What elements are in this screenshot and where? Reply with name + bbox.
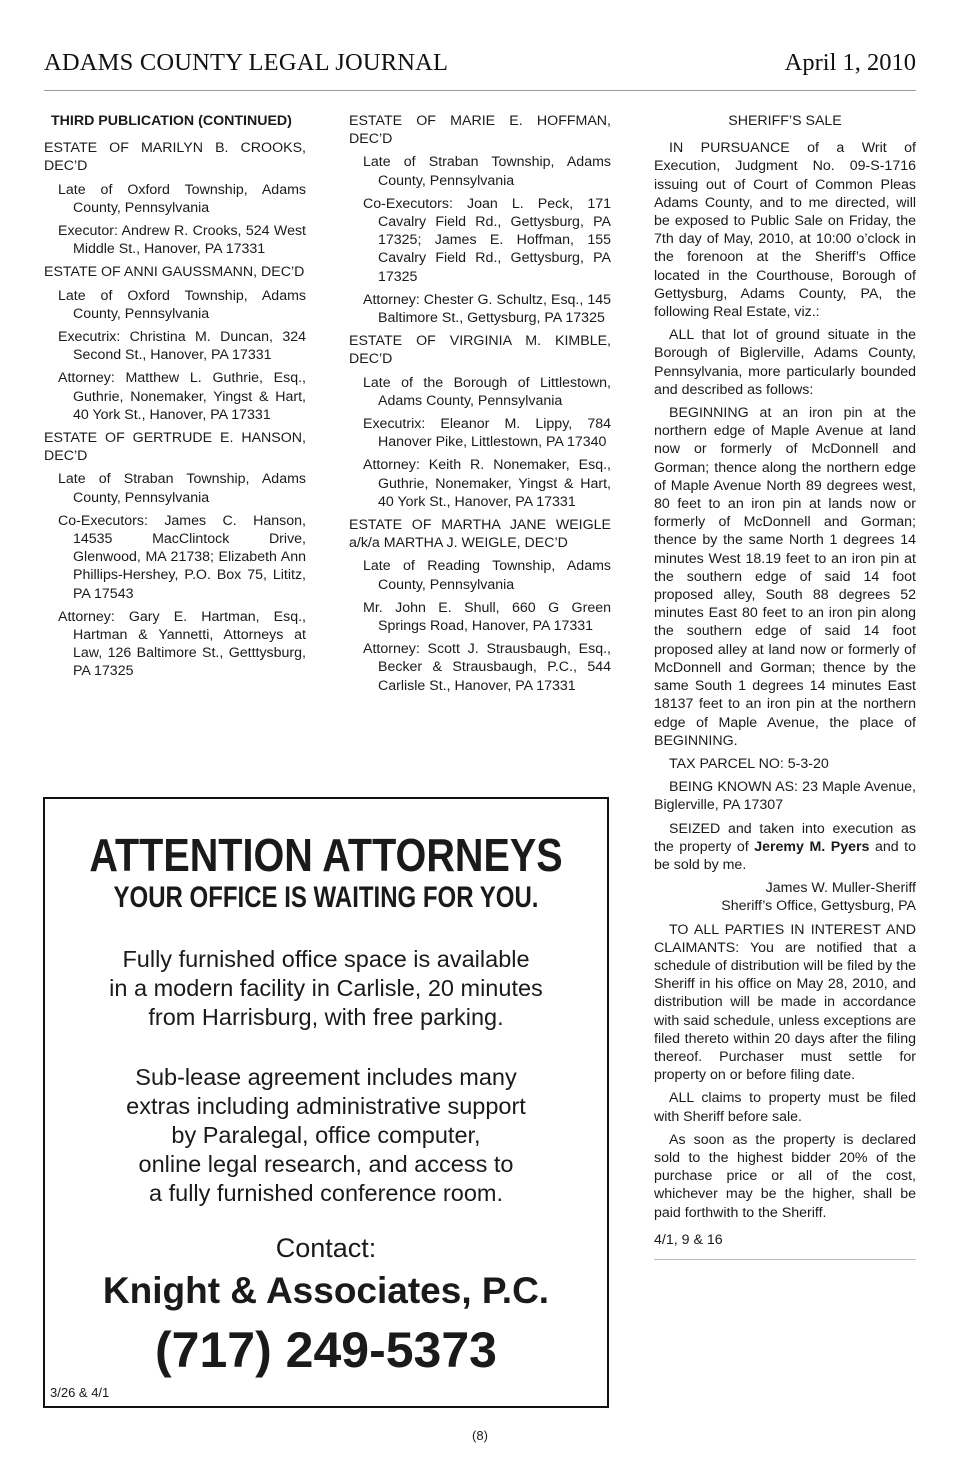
publication-dates: 4/1, 9 & 16 [654, 1231, 723, 1248]
column-estates-left [44, 112, 306, 681]
estate-title: ESTATE OF GERTRUDE E. HANSON, DEC’D [44, 430, 306, 465]
estate-executor: Co-Executors: James C. Hanson, 14535 MacClintock Drive, Glenwood, MA 21738; Elizabeth Ann Phillips-Hershey, P.O. Box 75, Lititz, PA 17543 [58, 512, 306, 602]
property-address: BEING KNOWN AS: 23 Maple Avenue, Biglerville, PA 17307 [654, 779, 916, 814]
ad-phone-number: (717) 249-5373 [155, 1322, 497, 1378]
ad-contact-label: Contact: [275, 1233, 377, 1263]
estate-executor: Executrix: Eleanor M. Lippy, 784 Hanover Pike, Littlestown, PA 17340 [363, 416, 611, 451]
ad-firm-name: Knight & Associates, P.C. [102, 1270, 550, 1311]
office-space-advertisement [43, 797, 609, 1408]
page-number: (8) [472, 1428, 488, 1443]
notice-paragraph: TO ALL PARTIES IN INTEREST AND CLAIMANTS: You are notified that a schedule of distribution will be filed by the Sheriff in his office on May 28, 2010, and distribution will be made in accordance with said schedule, unless exceptions are filed thereto within 20 days after the filing thereof. Purchaser must settle for property on or before filing date. [654, 921, 916, 1084]
estate-attorney: Attorney: Matthew L. Guthrie, Esq., Guthrie, Nonemaker, Yingst & Hart, 40 York St., Hanover, PA 17331 [58, 370, 306, 423]
ad-body-line: online legal research, and access to [138, 1151, 514, 1177]
estate-residence: Late of Straban Township, Adams County, Pennsylvania [58, 471, 306, 506]
estate-notice [44, 429, 306, 681]
estate-residence: Late of the Borough of Littlestown, Adams County, Pennsylvania [363, 374, 611, 409]
estate-notice [44, 139, 306, 258]
ad-body-paragraph [45, 1063, 607, 1208]
estate-residence: Late of Reading Township, Adams County, Pennsylvania [363, 558, 611, 593]
ad-body-line: Sub-lease agreement includes many [135, 1064, 517, 1090]
column-estates-middle [349, 112, 611, 695]
issue-date: April 1, 2010 [784, 49, 916, 76]
seized-text-after: and to be sold by me. [654, 838, 917, 873]
estate-attorney: Attorney: Gary E. Hartman, Esq., Hartman & Yannetti, Attorneys at Law, 126 Baltimore St., Getttysburg, PA 17325 [58, 608, 306, 680]
estate-residence: Late of Oxford Township, Adams County, Pennsylvania [58, 287, 306, 322]
ad-headline: ATTENTION ATTORNEYS [89, 829, 563, 881]
journal-title: ADAMS COUNTY LEGAL JOURNAL [44, 49, 449, 76]
ad-body-line: by Paralegal, office computer, [171, 1122, 481, 1148]
sheriff-signature-name: James W. Muller-Sheriff [765, 880, 916, 897]
page-header [44, 50, 916, 91]
divider-rule [654, 1259, 916, 1260]
sheriff-sale-heading: SHERIFF’S SALE [728, 113, 842, 129]
ad-body-paragraph [45, 945, 607, 1032]
ad-publication-dates: 3/26 & 4/1 [50, 1385, 110, 1400]
sale-paragraph: ALL that lot of ground situate in the Borough of Biglerville, Adams County, Pennsylvania, more particularly bounded and described as follows: [654, 327, 916, 398]
ad-body-line: extras including administrative support [126, 1093, 526, 1119]
estate-title: ESTATE OF VIRGINIA M. KIMBLE, DEC’D [349, 333, 611, 368]
notice-paragraph: ALL claims to property must be filed with Sheriff before sale. [654, 1090, 916, 1125]
estate-executor: Mr. John E. Shull, 660 G Green Springs Road, Hanover, PA 17331 [363, 599, 611, 635]
estate-title: ESTATE OF MARTHA JANE WEIGLE a/k/a MARTHA J. WEIGLE, DEC’D [349, 517, 611, 552]
notice-paragraph: As soon as the property is declared sold to the highest bidder 20% of the purchase price or all of the cost, whichever may be the higher, shall be paid forthwith to the Sheriff. [654, 1131, 916, 1221]
defendant-name: Jeremy M. Pyers [754, 838, 870, 855]
estate-residence: Late of Oxford Township, Adams County, Pennsylvania [58, 181, 306, 216]
ad-body-line: in a modern facility in Carlisle, 20 minutes [109, 975, 543, 1001]
sale-paragraph: BEGINNING at an iron pin at the northern edge of Maple Avenue at land now or formerly of McDonnell and Gorman; thence along the northern edge of Maple Avenue North 89 degrees west, 80 feet to an iron pin at lands now or formerly of McDonnell and Gorman; thence by the same North 1 degrees 14 minutes West 18.19 feet to an iron pin at the southern edge of said 14 foot proposed alley, South 88 degrees 52 minutes East 80 feet to an iron pin along the southern edge of said 14 foot proposed alley at land now or formerly of McDonnell and Gorman; thence by the same South 1 degrees 14 minutes East 18137 feet to an iron pin at the northern edge of Maple Avenue, the place of BEGINNING. [654, 405, 916, 749]
estate-executor: Executrix: Christina M. Duncan, 324 Second St., Hanover, PA 17331 [58, 329, 306, 364]
sheriff-sale-notice [654, 112, 916, 1260]
estate-attorney: Attorney: Scott J. Strausbaugh, Esq., Becker & Strausbaugh, P.C., 544 Carlisle St., Hanover, PA 17331 [363, 641, 611, 694]
seized-text-before: SEIZED and taken into execution as the property of [654, 820, 916, 855]
estate-notice [349, 332, 611, 511]
seized-statement [654, 820, 916, 875]
estate-notice [349, 112, 611, 327]
section-subheading: THIRD PUBLICATION (CONTINUED) [51, 113, 292, 129]
estate-executor: Executor: Andrew R. Crooks, 524 West Middle St., Hanover, PA 17331 [58, 223, 306, 258]
estate-attorney: Attorney: Keith R. Nonemaker, Esq., Guthrie, Nonemaker, Yingst & Hart, 40 York St., Hanover, PA 17331 [363, 457, 611, 510]
estate-notice [349, 516, 611, 695]
ad-body-line: a fully furnished conference room. [149, 1180, 503, 1206]
ad-subhead: YOUR OFFICE IS WAITING FOR YOU. [113, 881, 539, 914]
estate-title: ESTATE OF MARILYN B. CROOKS, DEC’D [44, 140, 306, 175]
ad-body-line: from Harrisburg, with free parking. [148, 1004, 504, 1030]
tax-parcel: TAX PARCEL NO: 5-3-20 [669, 755, 829, 772]
sheriff-signature-office: Sheriff’s Office, Gettysburg, PA [721, 898, 916, 915]
estate-notice [44, 263, 306, 424]
sale-paragraph: IN PURSUANCE of a Writ of Execution, Judgment No. 09-S-1716 issuing out of Court of Common Pleas Adams County, and to me directed, will be exposed to Public Sale on Friday, the 7th day of May, 2010, at 10:00 o’clock in the forenoon at the Sheriff’s Office located in the Courthouse, Borough of Gettysburg, Adams County, PA, the following Real Estate, viz.: [654, 140, 916, 321]
estate-title: ESTATE OF MARIE E. HOFFMAN, DEC’D [349, 113, 611, 148]
ad-body-line: Fully furnished office space is available [122, 946, 530, 972]
estate-title: ESTATE OF ANNI GAUSSMANN, DEC’D [44, 264, 305, 281]
estate-residence: Late of Straban Township, Adams County, Pennsylvania [363, 154, 611, 189]
estate-executor: Co-Executors: Joan L. Peck, 171 Cavalry Field Rd., Gettysburg, PA 17325; James E. Hoffman, 155 Cavalry Field Rd., Gettysburg, PA 17325 [363, 195, 611, 285]
estate-attorney: Attorney: Chester G. Schultz, Esq., 145 Baltimore St., Gettysburg, PA 17325 [363, 291, 611, 327]
